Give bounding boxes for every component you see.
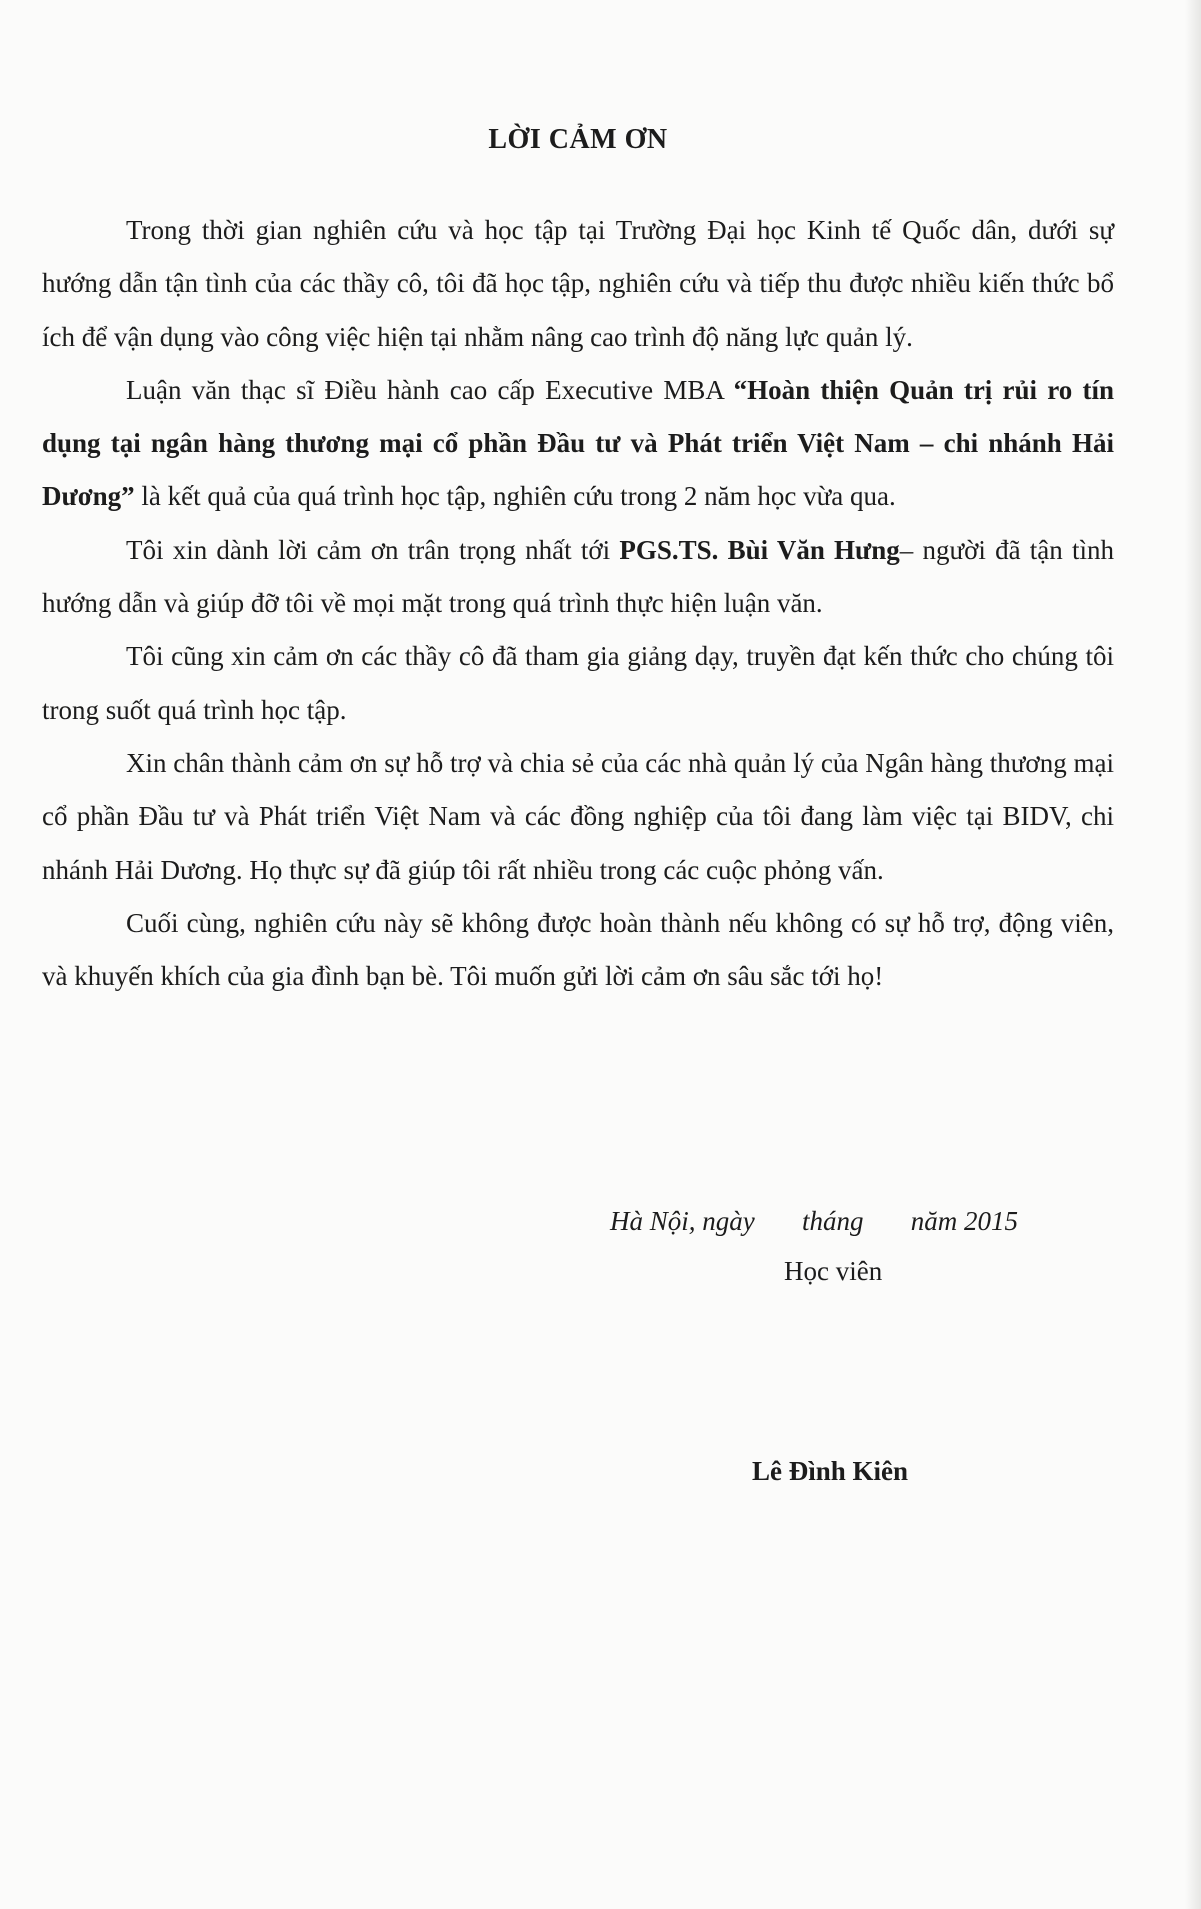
- paragraph-3-intro: Tôi xin dành lời cảm ơn trân trọng nhất tới: [126, 534, 620, 565]
- page-title: LỜI CẢM ƠN: [488, 124, 668, 155]
- paragraph-2-outro: là kết quả của quá trình học tập, nghiên cứu trong 2 năm học vừa qua.: [134, 481, 896, 512]
- acknowledgement-body: [42, 118, 1114, 1003]
- paragraph-3: [42, 524, 1114, 631]
- paragraph-4: Tôi cũng xin cảm ơn các thầy cô đã tham gia giảng dạy, truyền đạt kến thức cho chúng tôi trong suốt quá trình học tập.: [42, 641, 1114, 725]
- paragraph-6: Cuối cùng, nghiên cứu này sẽ không được hoàn thành nếu không có sự hỗ trợ, động viên, và khuyến khích của gia đình bạn bè. Tôi muốn gửi lời cảm ơn sâu sắc tới họ!: [42, 907, 1114, 992]
- paragraph-5: Xin chân thành cảm ơn sự hỗ trợ và chia sẻ của các nhà quản lý của Ngân hàng thương mại cổ phần Đầu tư và Phát triển Việt Nam và các đồng nghiệp của tôi đang làm việc tại BIDV, chi nhánh Hải Dương. Họ thực sự đã giúp tôi rất nhiều trong các cuộc phỏng vấn.: [42, 747, 1114, 885]
- signer-role: Học viên: [784, 1256, 883, 1286]
- paragraph-2-intro: Luận văn thạc sĩ Điều hành cao cấp Executive MBA: [126, 374, 734, 405]
- paragraph-3-outro: – người đã tận tình hướng dẫn và giúp đỡ tôi về mọi mặt trong quá trình thực hiện luận văn.: [42, 534, 1115, 619]
- signer-name: Lê Đình Kiên: [752, 1456, 909, 1486]
- paragraph-2: [42, 364, 1114, 524]
- paragraph-1: Trong thời gian nghiên cứu và học tập tại Trường Đại học Kinh tế Quốc dân, dưới sự hướng dẫn tận tình của các thầy cô, tôi đã học tập, nghiên cứu và tiếp thu được nhiều kiến thức bổ ích để vận dụng vào công việc hiện tại nhằm nâng cao trình độ năng lực quản lý.: [42, 215, 1114, 352]
- date-line: Hà Nội, ngày tháng năm 2015: [610, 1206, 1018, 1236]
- supervisor-name: PGS.TS. Bùi Văn Hưng: [619, 534, 900, 565]
- thesis-title: “Hoàn thiện Quản trị rủi ro tín dụng tại ngân hàng thương mại cổ phần Đầu tư và Phát triển Việt Nam – chi nhánh Hải Dương”: [42, 374, 1114, 512]
